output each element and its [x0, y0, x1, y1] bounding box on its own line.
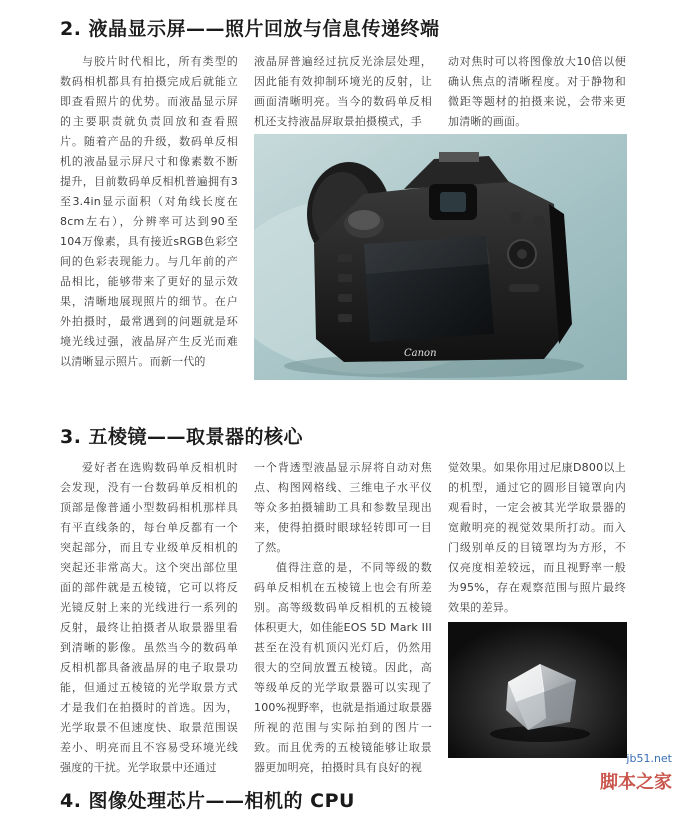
section-3-column-3: [448, 458, 626, 618]
watermark-brand: 脚本之家: [600, 772, 672, 793]
section-4-title: 4. 图像处理芯片——相机的 CPU: [60, 790, 355, 812]
section-2-title: 2. 液晶显示屏——照片回放与信息传递终端: [60, 18, 440, 40]
section-2-paragraph-3: 动对焦时可以将图像放大10倍以便确认焦点的清晰程度。对于静物和微距等题材的拍摄来说，会带来更加清晰的画面。: [448, 55, 626, 128]
section-2-column-3: [448, 52, 626, 132]
section-3-column-1: [60, 458, 238, 778]
section-2-column-1: [60, 52, 238, 372]
section-3-paragraph-3: 值得注意的是，不同等级的数码单反相机在五棱镜上也会有所差别。高等级数码单反相机的五棱镜体积更大，如佳能EOS 5D Mark III甚至在没有机顶闪光灯后，仍然用很大的空间放置五棱镜。因此，高等级单反的光学取景器可以实现了100%视野率，也就是指通过取景器所视的范围与实际拍到的图片一致。而且优秀的五棱镜能够让取景器更加明亮，拍摄时具有良好的视: [254, 561, 433, 774]
section-3-paragraph-1: 爱好者在选购数码单反相机时会发现，没有一台数码单反相机的顶部是像普通小型数码相机那样具有平直线条的，每台单反都有一个突起部分，而且专业级单反相机的突起还非常高大。这个突出部位里面的部件就是五棱镜，它可以将反光镜反射上来的光线进行一系列的反射，最终让拍摄者从取景器里看到清晰的影像。虽然当今的数码单反相机都具备液晶屏的电子取景功能，但通过五棱镜的光学取景方式才是我们在拍摄时的首选。因为，光学取景不但速度快、取景范围误差小、明亮而且不容易受环境光线强度的干扰。光学取景中还通过: [60, 461, 238, 774]
section-3-title: 3. 五棱镜——取景器的核心: [60, 426, 304, 448]
camera-illustration: [254, 134, 627, 380]
prism-illustration: [448, 622, 627, 758]
camera-photo: [254, 134, 627, 380]
section-2-column-2: [254, 52, 432, 132]
section-3-paragraph-2: 一个背透型液晶显示屏将自动对焦点、构图网格线、三维电子水平仪等众多拍摄辅助工具和参数呈现出来，使得拍摄时眼球轻转即可一目了然。: [254, 461, 432, 554]
watermark-site: jb51.net: [626, 752, 672, 765]
prism-photo: [448, 622, 627, 758]
section-3-paragraph-4: 觉效果。如果你用过尼康D800以上的机型，通过它的圆形目镜罩向内观看时，一定会被其光学取景器的宽敞明亮的视觉效果所打动。而入门级别单反的目镜罩均为方形，不仅亮度相差较远，而且视野率一般为95%，存在观察范围与照片最终效果的差异。: [448, 461, 626, 614]
section-3-column-2: [254, 458, 432, 778]
section-2-paragraph-1: 与胶片时代相比，所有类型的数码相机都具有拍摄完成后就能立即查看照片的优势。而液晶显示屏的主要职责就负责回放和查看照片。随着产品的升级，数码单反相机的液晶显示屏尺寸和像素数不断提升，目前数码单反相机普遍拥有3至3.4in显示面积（对角线长度在8cm左右），分辨率可达到90至104万像素，具有接近sRGB色彩空间的色彩表现能力。与几年前的产品相比，能够带来了更好的显示效果，清晰地展现照片的细节。在户外拍摄时，最常遇到的问题就是环境光线过强，液晶屏产生反光而难以清晰显示照片。而新一代的: [60, 55, 238, 368]
camera-brand-logo: Canon: [404, 348, 437, 359]
section-2-paragraph-2: 液晶屏普遍经过抗反光涂层处理，因此能有效抑制环境光的反射，让画面清晰明亮。当今的数码单反相机还支持液晶屏取景拍摄模式，手: [254, 55, 432, 128]
